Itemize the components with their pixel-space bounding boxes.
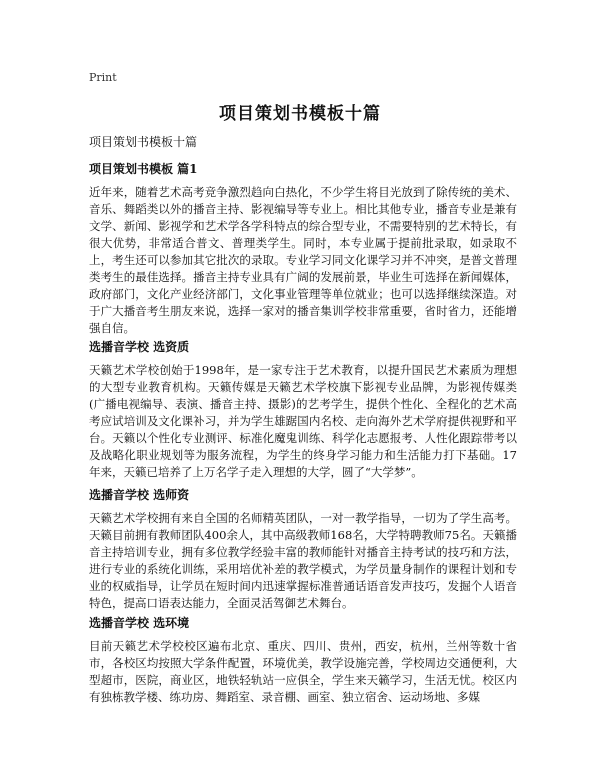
document-subtitle: 项目策划书模板十篇: [89, 135, 198, 149]
section-paragraph: 目前天籁艺术学校校区遍布北京、重庆、四川、贵州，西安，杭州，兰州等数十省市，各校区均按照大学条件配置，环境优美，教学设施完善，学校周边交通便利，大型超市，医院，商业区，地铁轻轨站一应俱全，学生来天籁学习，生活无忧。校区内有独栋教学楼、练功房、舞蹈室、录音棚、画室、独立宿舍、运动场地、多媒: [89, 639, 517, 704]
section-paragraph: 天籁艺术学校创始于1998年，是一家专注于艺术教育，以提升国民艺术素质为理想的大型专业教育机构。天籁传媒是天籁艺术学校旗下影视专业品牌，为影视传媒类(广播电视编导、表演、播音主持、摄影)的艺考学生，提供个性化、全程化的艺术高考应试培训及文化课补习，并为学生雄踞国内名校、走向海外艺术学府提供视野和平台。天籁以个性化专业测评、标准化魔鬼训练、科学化志愿报考、人性化跟踪带考以及战略化职业规划等为服务流程，为学生的终身学习能力和生活能力打下基础。17年来，天籁已培养了上万名学子走入理想的大学，圆了“大学梦”。: [89, 363, 517, 479]
section-paragraph: 天籁艺术学校拥有来自全国的名师精英团队，一对一教学指导，一切为了学生高考。天籁目前拥有教师团队400余人，其中高级教师168名，大学特聘教师75名。天籁播音主持培训专业，拥有多位教学经验丰富的教师能针对播音主持考试的技巧和方法，进行专业的系统化训练，采用培优补差的教学模式，为学员量身制作的课程计划和专业的权威指导，让学员在短时间内迅速掌握标准普通话语音发声技巧，发掘个人语音特色，提高口语表达能力，全面灵活驾御艺术舞台。: [89, 511, 517, 610]
section-paragraph: 近年来，随着艺术高考竞争激烈趋向白热化，不少学生将目光放到了除传统的美术、音乐、舞蹈类以外的播音主持、影视编导等专业上。相比其他专业，播音专业是兼有文学、新闻、影视学和艺术学各学科特点的综合型专业，不需要特别的艺术特长，有很大优势，非常适合普文、普理类学生。同时，本专业属于提前批录取，如录取不上，考生还可以参加其它批次的录取。专业学习同文化课学习并不冲突，是普文普理类考生的最佳选择。播音主持专业具有广阔的发展前景，毕业生可选择在新闻媒体，政府部门，文化产业经济部门，文化事业管理等单位就业；也可以选择继续深造。对于广大播音考生朋友来说，选择一家对的播音集训学校非常重要，省时省力，还能增强自信。: [89, 185, 517, 335]
section-heading: 选播音学校 选环境: [89, 616, 190, 630]
section-heading: 项目策划书模板 篇1: [89, 162, 198, 176]
print-label[interactable]: Print: [89, 71, 117, 84]
section-heading: 选播音学校 选资质: [89, 340, 190, 354]
page-title: 项目策划书模板十篇: [219, 104, 381, 124]
section-heading: 选播音学校 选师资: [89, 488, 190, 502]
